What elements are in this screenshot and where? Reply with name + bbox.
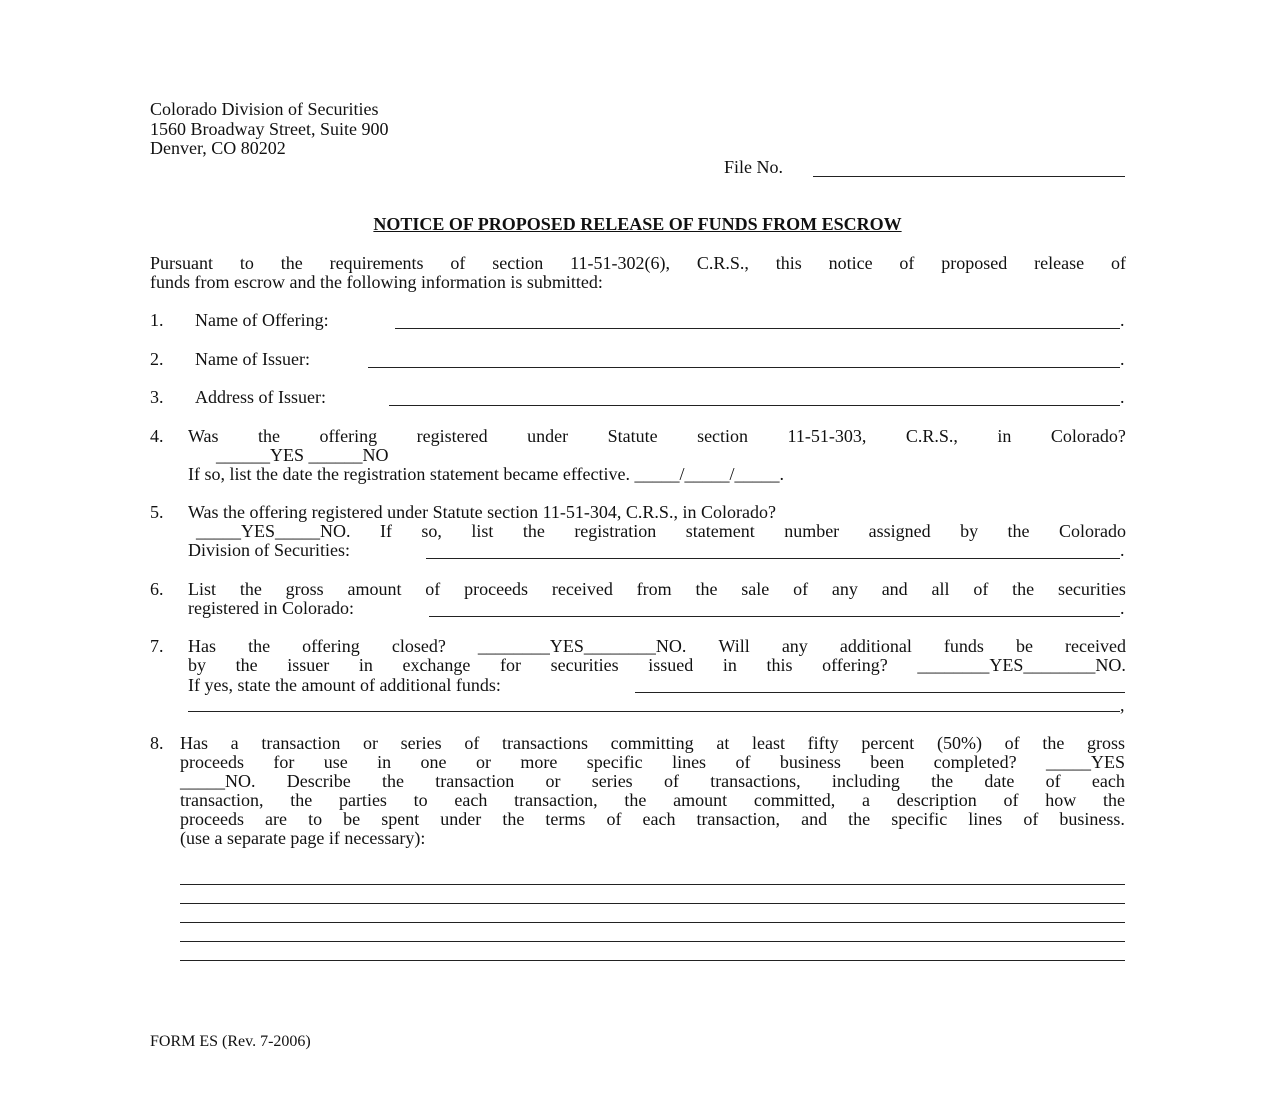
word: or [475,752,491,772]
item-1-period: . [1120,310,1125,330]
word: of [973,579,989,599]
word: list [471,521,494,541]
word: or [363,733,378,753]
word: issued [648,655,694,675]
word: If [379,521,392,541]
word: a [862,790,871,810]
description-line[interactable] [180,903,1125,904]
word: registered [416,426,488,446]
word: securities [1057,579,1126,599]
word: specific [586,752,643,772]
word: and [801,809,828,829]
item-1-label: Name of Offering: [195,310,329,330]
word: Describe [286,771,351,791]
page-title: NOTICE OF PROPOSED RELEASE OF FUNDS FROM ESCROW [373,214,902,234]
word: transaction, [514,790,598,810]
item-6-line-2: registered in Colorado: [188,598,354,618]
intro-line-1 [150,253,1126,274]
item-8-line [180,809,1125,830]
word: fifty [807,733,839,753]
word: by [188,655,206,675]
word: received [1065,636,1126,656]
registration-number-field[interactable] [426,558,1120,559]
description-line[interactable] [180,960,1125,961]
word: date [984,771,1015,791]
word: Pursuant [150,253,213,273]
word: in [358,655,373,675]
word: percent [861,733,915,753]
item-4-yes-no[interactable]: ______YES ______NO [216,445,389,465]
word: Colorado? [1050,426,1126,446]
word: exchange [402,655,471,675]
item-2-number: 2. [150,349,164,369]
item-6-period: . [1120,598,1125,618]
word: sale [741,579,770,599]
word: terms [545,809,586,829]
additional-funds-field-2[interactable] [188,711,1120,712]
word: specific [891,809,948,829]
word: transaction, [696,809,781,829]
word: under [440,809,482,829]
word: the [248,636,271,656]
word: a [230,733,239,753]
word: closed? [391,636,446,656]
word: series [400,733,442,753]
description-line[interactable] [180,884,1125,885]
word: be [343,809,361,829]
item-7-line-1 [188,636,1126,657]
word: the [258,426,281,446]
word: transactions [502,733,588,753]
word: lines [968,809,1003,829]
description-line[interactable] [180,922,1125,923]
word: the [502,809,525,829]
word: requirements [329,253,424,273]
word: Statute [607,426,658,446]
word: each [454,790,488,810]
word: lines [672,752,707,772]
word: parties [338,790,387,810]
item-5-period: . [1120,540,1125,560]
word: section [697,426,749,446]
word: of [1045,771,1061,791]
word: committing [610,733,694,753]
word: the [1102,790,1125,810]
word: the [290,790,313,810]
word: additional [839,636,912,656]
word: notice [828,253,873,273]
word: are [265,809,288,829]
item-2-period: . [1120,349,1125,369]
word: received [551,579,613,599]
word: one [420,752,447,772]
word: the [522,521,545,541]
word: Has [180,733,208,753]
issuer-name-field[interactable] [368,367,1120,368]
word: of [425,579,441,599]
word: been [870,752,905,772]
word: C.R.S., [905,426,958,446]
word: of [899,253,915,273]
word: transaction [435,771,515,791]
word: of [793,579,809,599]
word: or [545,771,561,791]
word: (50%) [936,733,982,753]
word: more [520,752,558,772]
word: C.R.S., [696,253,749,273]
word: to [239,253,254,273]
word: the [848,809,871,829]
word: this [775,253,802,273]
word: business [779,752,841,772]
word: Has [188,636,216,656]
form-id: FORM ES (Rev. 7-2006) [150,1033,311,1050]
item-8-number: 8. [150,733,164,753]
item-4-line-1 [188,426,1126,447]
word: completed? [933,752,1017,772]
word: release [1034,253,1085,273]
word: Will [718,636,750,656]
word: how [1045,790,1077,810]
word: _____YES_____NO. [196,521,351,541]
word: section [492,253,544,273]
word: proposed [941,253,1008,273]
word: any [831,579,858,599]
word: in [377,752,392,772]
word: to [413,790,428,810]
word: of [464,733,480,753]
word: use [323,752,348,772]
word: series [591,771,633,791]
word: each [1091,771,1125,791]
word: all [931,579,950,599]
word: amount [347,579,402,599]
item-7-number: 7. [150,636,164,656]
item-3-number: 3. [150,387,164,407]
item-7-line-3: If yes, state the amount of additional funds: [188,675,501,695]
word: in [997,426,1012,446]
item-8-last-line: (use a separate page if necessary): [180,828,426,848]
item-2-label: Name of Issuer: [195,349,310,369]
word: so, [421,521,442,541]
word: amount [673,790,728,810]
word: the [381,771,404,791]
word: the [239,579,262,599]
description-line[interactable] [180,941,1125,942]
word: by [960,521,979,541]
word: and [881,579,908,599]
word: to [308,809,323,829]
word: transactions, [710,771,801,791]
word: of [1003,790,1019,810]
word: committed, [753,790,836,810]
item-4-effective-date[interactable]: If so, list the date the registration statement became effective. _____/_____/_____. [188,464,784,484]
item-5-number: 5. [150,502,164,522]
word: assigned [868,521,931,541]
word: 11-51-303, [787,426,867,446]
item-8-line [180,752,1125,773]
word: number [784,521,840,541]
word: for [500,655,522,675]
word: Was [188,426,219,446]
item-8-line [180,771,1125,792]
item-5-line-2 [196,521,1126,542]
item-5-line-3: Division of Securities: [188,540,350,560]
item-5-line-1: Was the offering registered under Statute section 11-51-304, C.R.S., in Colorado? [188,502,776,522]
word: the [624,790,647,810]
word: description [896,790,977,810]
file-no-field[interactable] [813,176,1125,177]
word: Colorado [1058,521,1126,541]
word: each [642,809,676,829]
word: of [663,771,679,791]
word: List [188,579,217,599]
offering-name-field[interactable] [395,328,1120,329]
word: from [636,579,672,599]
word: any [781,636,808,656]
word: at [716,733,730,753]
word: be [1015,636,1033,656]
word: the [695,579,718,599]
word: spent [381,809,420,829]
file-no-label: File No. [724,157,784,177]
item-6-line-1 [188,579,1126,600]
word: funds [943,636,984,656]
word: gross [285,579,324,599]
agency-city: Denver, CO 80202 [150,138,286,158]
word: _____NO. [180,771,256,791]
word: of [450,253,466,273]
word: 11-51-302(6), [570,253,670,273]
word: of [1004,733,1020,753]
issuer-address-field[interactable] [389,405,1120,406]
word: business. [1059,809,1125,829]
item-1-number: 1. [150,310,164,330]
item-8-line [180,790,1125,811]
word: the [235,655,258,675]
word: of [1110,253,1126,273]
word: ________YES________NO. [477,636,687,656]
word: under [527,426,569,446]
word: ________YES________NO. [917,655,1126,675]
word: including [831,771,900,791]
item-3-label: Address of Issuer: [195,387,326,407]
word: offering [302,636,360,656]
word: statement [685,521,755,541]
word: transaction [261,733,341,753]
item-7-line-2 [188,655,1126,676]
word: issuer [287,655,330,675]
word: proceeds [180,809,244,829]
word: for [273,752,295,772]
word: transaction, [180,790,264,810]
word: proceeds [464,579,529,599]
item-8-line [180,733,1125,754]
item-4-number: 4. [150,426,164,446]
word: of [735,752,751,772]
word: the [1007,521,1030,541]
word: the [1042,733,1065,753]
agency-name: Colorado Division of Securities [150,99,379,119]
word: registration [574,521,657,541]
intro-line-2: funds from escrow and the following information is submitted: [150,272,603,292]
agency-street: 1560 Broadway Street, Suite 900 [150,119,389,139]
word: securities [550,655,619,675]
word: gross [1086,733,1125,753]
word: of [1023,809,1039,829]
item-6-number: 6. [150,579,164,599]
word: offering [319,426,378,446]
item-3-period: . [1120,387,1125,407]
word: least [752,733,785,753]
additional-funds-field-1[interactable] [635,692,1125,693]
word: the [931,771,954,791]
word: of [606,809,622,829]
word: proceeds [180,752,244,772]
word: in [722,655,737,675]
word: offering? [822,655,888,675]
word: _____YES [1045,752,1125,772]
item-7-comma: , [1120,695,1125,715]
word: the [1012,579,1035,599]
gross-proceeds-field[interactable] [429,616,1120,617]
word: this [766,655,793,675]
word: the [280,253,303,273]
